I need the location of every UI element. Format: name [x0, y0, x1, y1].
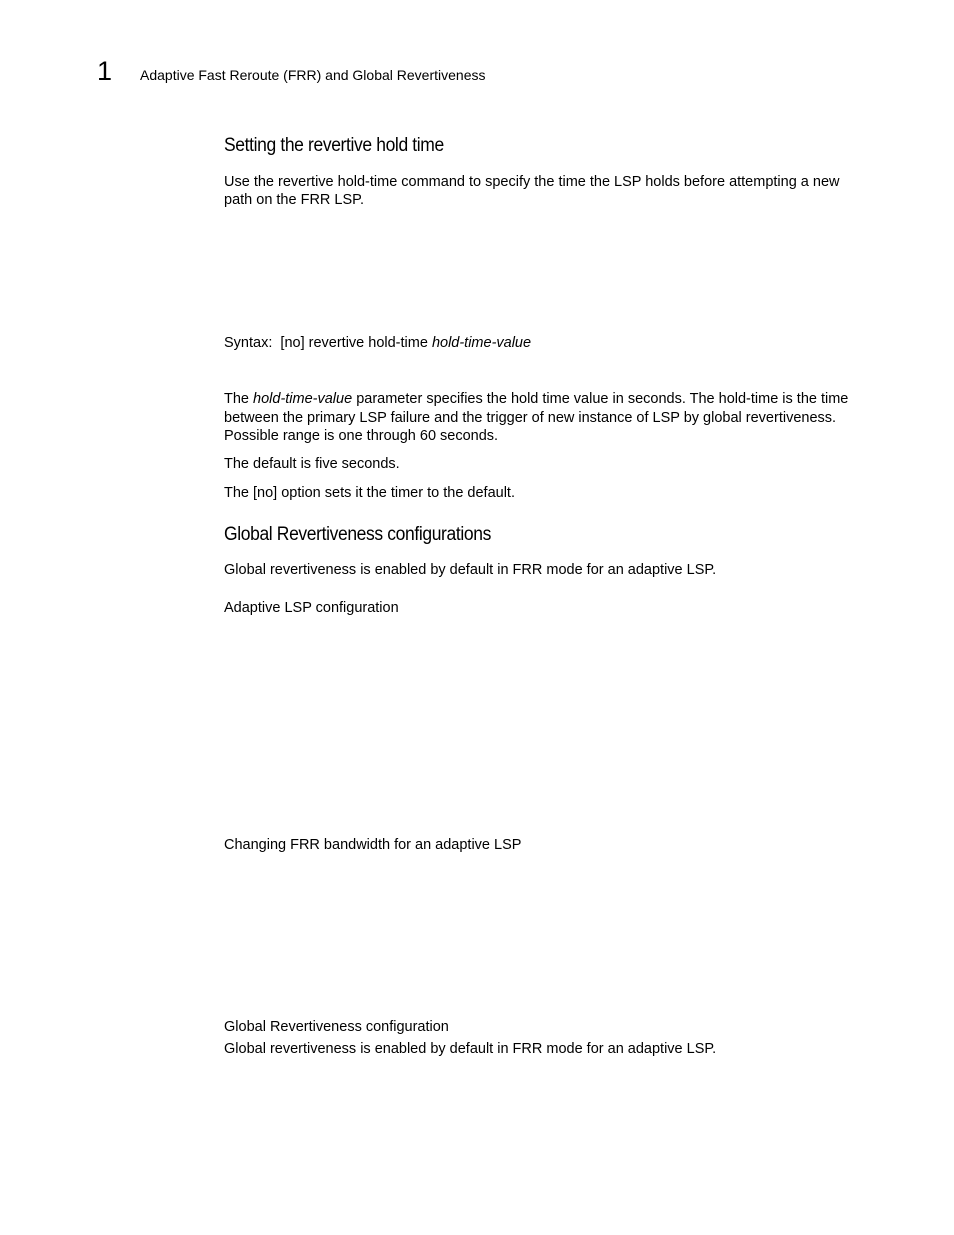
section-heading-global-revertiveness: Global Revertiveness configurations — [224, 524, 491, 545]
syntax-parameter: hold-time-value — [431, 335, 532, 351]
param-line-3: Possible range is one through 60 seconds. — [224, 428, 499, 444]
no-option-text: The [no] option sets it the timer to the default. — [224, 485, 515, 501]
param-prefix: The — [224, 391, 249, 407]
intro-line-2: path on the FRR LSP. — [224, 192, 364, 208]
running-header-title: Adaptive Fast Reroute (FRR) and Global Revertiveness — [140, 67, 486, 83]
example-title-frr-bandwidth: Changing FRR bandwidth for an adaptive LSP — [224, 837, 522, 853]
example-title-global-revertiveness: Global Revertiveness configuration — [224, 1019, 449, 1035]
syntax-command: [no] revertive hold-time — [280, 335, 428, 351]
syntax-label: Syntax: — [224, 335, 273, 351]
chapter-number: 1 — [97, 56, 113, 86]
example-text-global-revertiveness: Global revertiveness is enabled by default in FRR mode for an adaptive LSP. — [224, 1041, 717, 1057]
intro-line-1: Use the revertive hold-time command to specify the time the LSP holds before attempting a new — [224, 174, 840, 190]
default-text: The default is five seconds. — [224, 456, 400, 472]
param-line-1-rest: parameter specifies the hold time value in seconds. The hold-time is the time — [356, 391, 849, 407]
param-name: hold-time-value — [253, 391, 353, 407]
example-title-adaptive-lsp: Adaptive LSP configuration — [224, 600, 399, 616]
syntax-line — [224, 334, 531, 353]
param-line-2: between the primary LSP failure and the trigger of new instance of LSP by global revertiveness. — [224, 410, 837, 426]
section-heading-revertive-hold-time: Setting the revertive hold time — [224, 135, 444, 156]
global-intro-text: Global revertiveness is enabled by default in FRR mode for an adaptive LSP. — [224, 562, 717, 578]
param-line-1 — [224, 390, 848, 409]
